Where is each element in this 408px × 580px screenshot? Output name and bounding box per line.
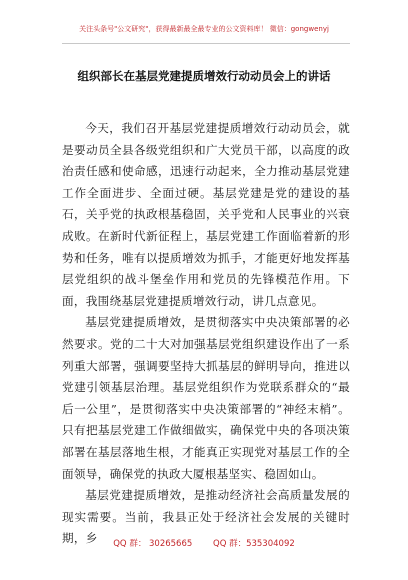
footer-contact <box>0 537 408 549</box>
footer-qq-group-2: QQ 群：535304092 <box>213 539 295 549</box>
footer-qq-group-1: QQ 群： 30265665 <box>113 539 193 549</box>
document-body <box>62 118 350 550</box>
paragraph-1: 今天，我们召开基层党建提质增效行动动员会，就是要动员全县各级党组织和广大党员干部，以高度的政治责任感和使命感，迅速行动起来，全力推动基层党建工作全面进步、全面过硬。基层党建是党的建设的基石，关乎党的执政根基稳固，关乎党和人民事业的兴衰成败。在新时代新征程上，基层党建工作面临着新的形势和任务，唯有以提质增效为抓手，才能更好地发挥基层党组织的战斗堡垒作用和党员的先锋模范作用。下面，我围绕基层党建提质增效行动，讲几点意见。 <box>62 121 350 308</box>
paragraph-3: 基层党建提质增效，是推动经济社会高质量发展的现实需要。当前，我县正处于经济社会发展的关键时期，乡 <box>62 488 350 546</box>
paragraph-2: 基层党建提质增效，是贯彻落实中央决策部署的必然要求。党的二十大对加强基层党组织建设作出了一系列重大部署，强调要坚持大抓基层的鲜明导向，推进以党建引领基层治理。基层党组织作为党联系群众的“最后一公里”，是贯彻落实中央决策部署的“神经末梢”。只有把基层党建工作做细做实，确保党中央的各项决策部署在基层落地生根，才能真正实现党对基层工作的全面领导，确保党的执政大厦根基坚实、稳固如山。 <box>62 315 350 481</box>
header-divider <box>62 43 350 44</box>
header-note: 关注头条号"公文研究"，获得最新最全最专业的公文资料库！ 微信：gongwenyj <box>79 25 329 33</box>
document-title: 组织部长在基层党建提质增效行动动员会上的讲话 <box>77 69 331 83</box>
